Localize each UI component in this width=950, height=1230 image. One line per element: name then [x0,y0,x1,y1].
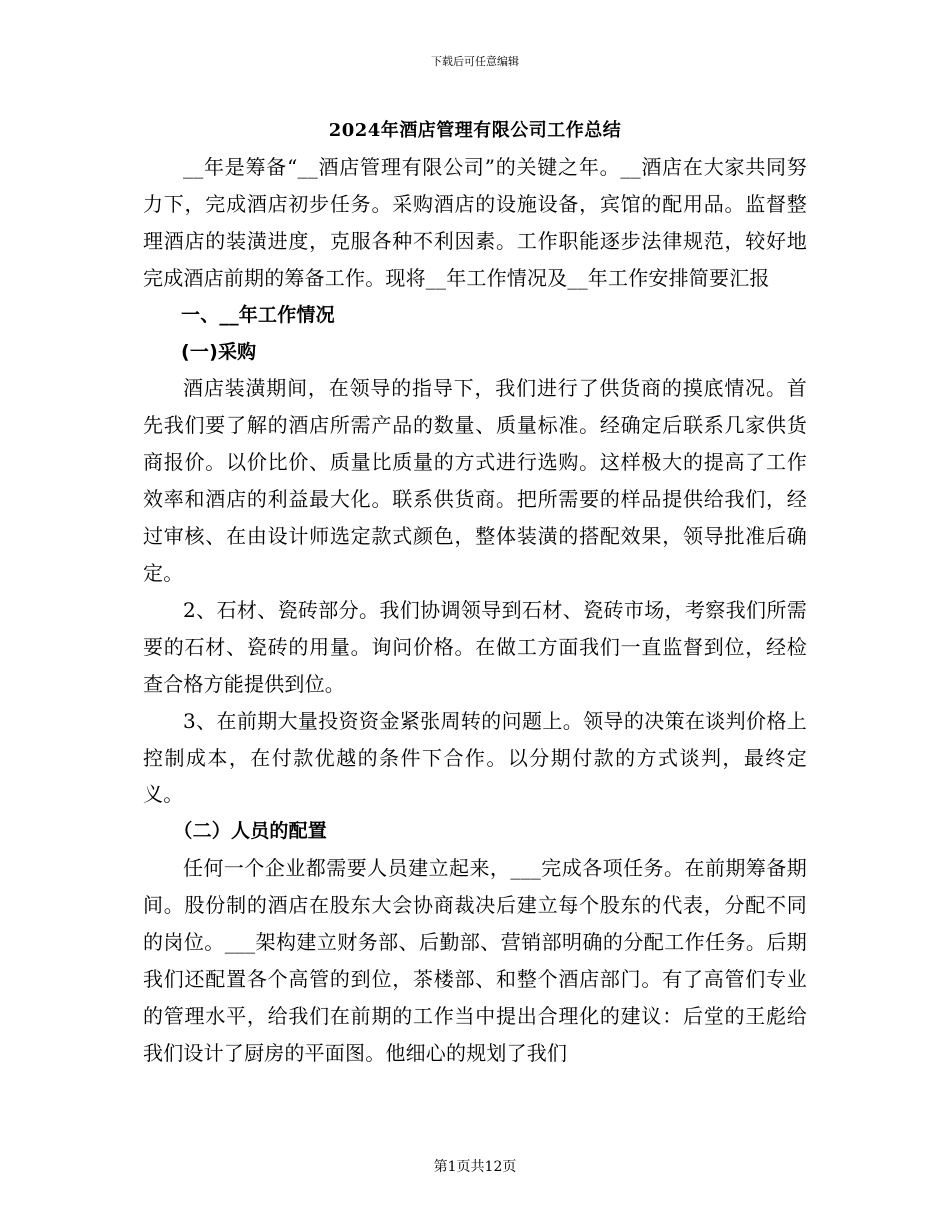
section-heading-1: 一、__年工作情况 [181,303,335,326]
page-number-footer: 第1页共12页 [433,1159,517,1175]
document-body [143,149,807,1072]
funding-paragraph: 3、在前期大量投资资金紧张周转的问题上。领导的决策在谈判价格上控制成本，在付款优越的条件下合作。以分期付款的方式谈判，最终定义。 [143,708,807,807]
staffing-paragraph: 任何一个企业都需要人员建立起来，___完成各项任务。在前期筹备期间。股份制的酒店在股东大会协商裁决后建立每个股东的代表，分配不同的岗位。___架构建立财务部、后勤部、营销部明确的分配工作任务。后期我们还配置各个高管的到位，茶楼部、和整个酒店部门。有了高管们专业的管理水平，给我们在前期的工作当中提出合理化的建议：后堂的王彪给我们设计了厨房的平面图。他细心的规划了我们 [143,856,807,1065]
page-header-note: 下载后可任意编辑 [431,55,519,68]
procurement-paragraph: 酒店装潢期间，在领导的指导下，我们进行了供货商的摸底情况。首先我们要了解的酒店所需产品的数量、质量标准。经确定后联系几家供货商报价。以价比价、质量比质量的方式进行选购。这样极大的提高了工作效率和酒店的利益最大化。联系供货商。把所需要的样品提供给我们，经过审核、在由设计师选定款式颜色，整体装潢的搭配效果，领导批准后确定。 [143,376,807,585]
stone-tile-paragraph: 2、石材、瓷砖部分。我们协调领导到石材、瓷砖市场，考察我们所需要的石材、瓷砖的用量。询问价格。在做工方面我们一直监督到位，经检查合格方能提供到位。 [143,597,807,696]
intro-paragraph: __年是筹备“__酒店管理有限公司”的关键之年。__酒店在大家共同努力下，完成酒店初步任务。采购酒店的设施设备，宾馆的配用品。监督整理酒店的装潢进度，克服各种不利因素。工作职能逐步法律规范，较好地完成酒店前期的筹备工作。现将__年工作情况及__年工作安排简要汇报 [143,155,807,290]
subsection-heading-procurement: (一)采购 [181,340,257,363]
subsection-heading-staffing: （二）人员的配置 [173,820,327,843]
document-title: 2024年酒店管理有限公司工作总结 [328,120,622,141]
